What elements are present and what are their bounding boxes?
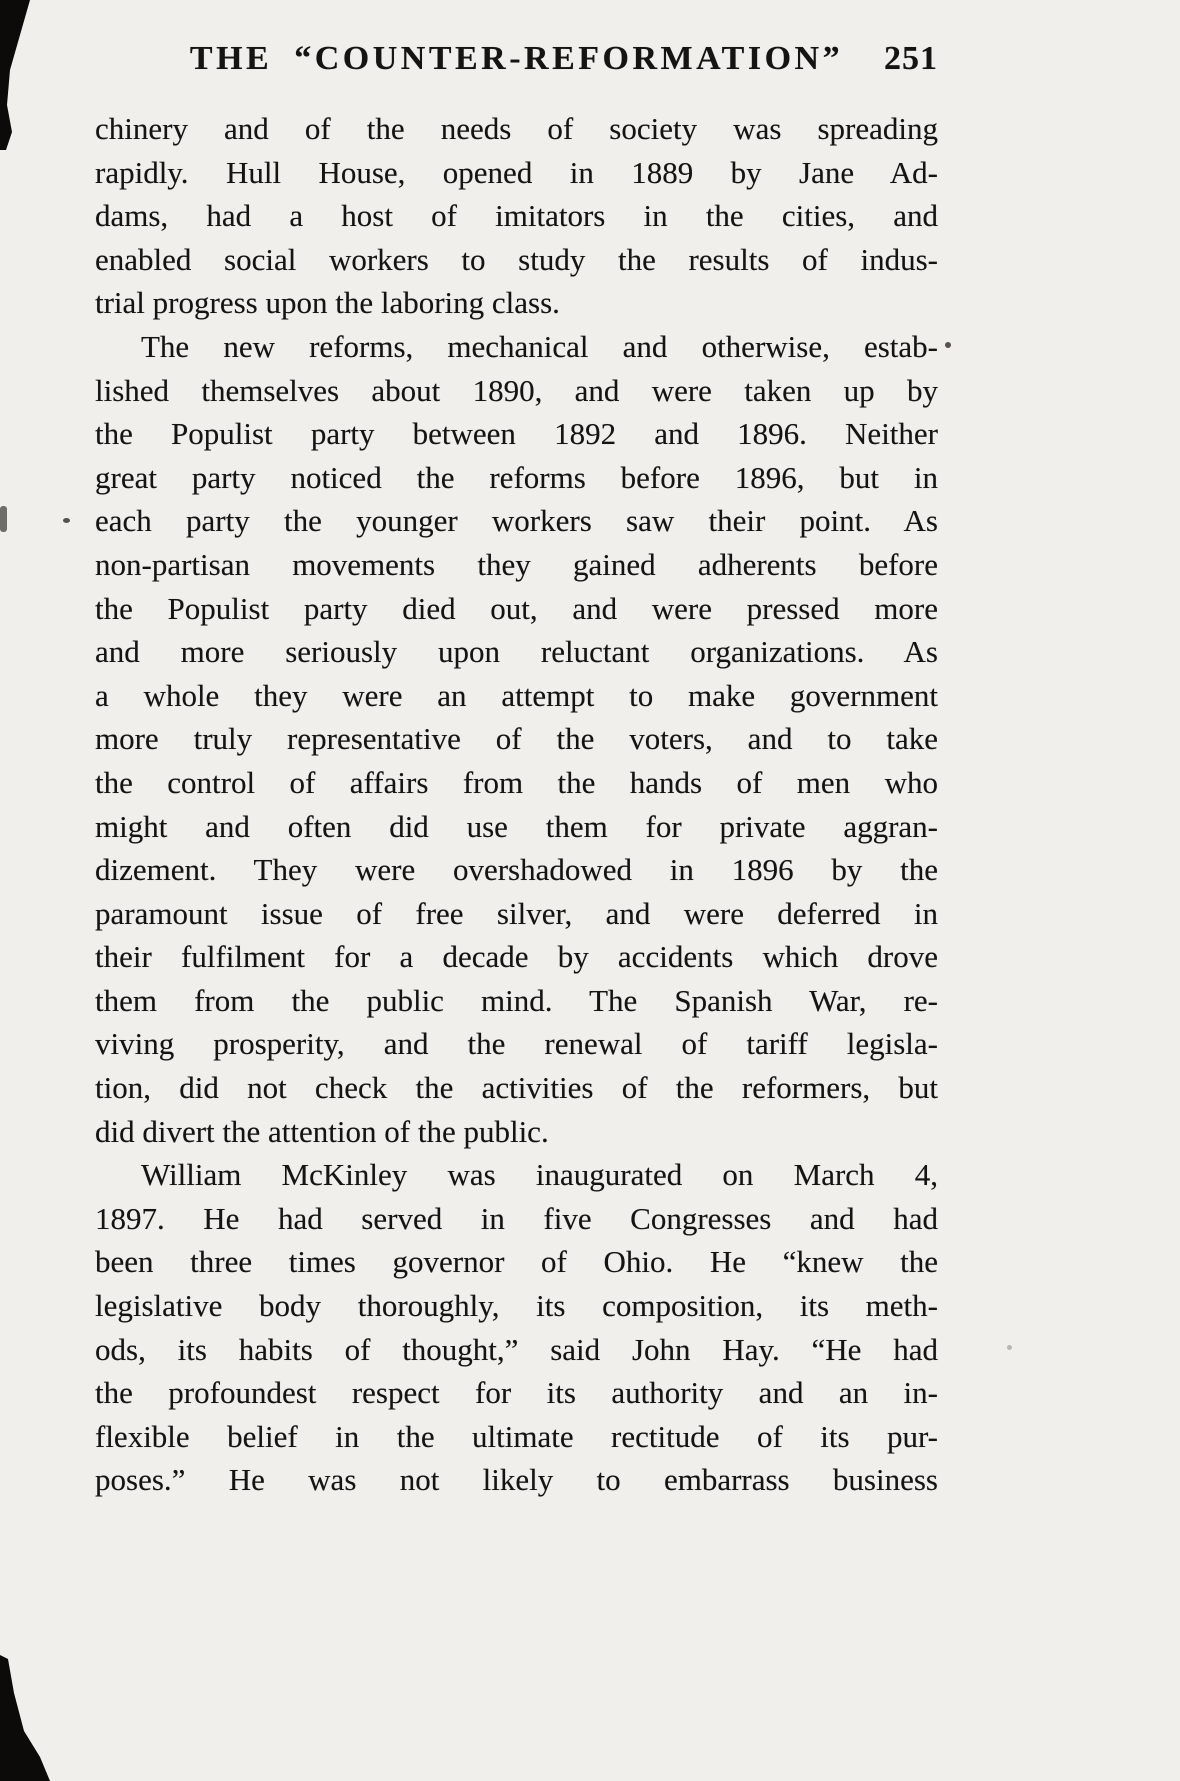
- text-line: viving prosperity, and the renewal of tariff legisla-: [95, 1026, 938, 1062]
- text-line: more truly representative of the voters, and to take: [95, 721, 938, 757]
- text-line: William McKinley was inaugurated on March 4,: [141, 1157, 938, 1193]
- paragraph: [95, 325, 938, 1153]
- text-line: tion, did not check the activities of the reformers, but: [95, 1070, 938, 1106]
- text-line: chinery and of the needs of society was spreading: [95, 111, 938, 146]
- text-line: great party noticed the reforms before 1896, but in: [95, 459, 938, 495]
- text-line: 1897. He had served in five Congresses and had: [95, 1200, 938, 1236]
- text-line: a whole they were an attempt to make government: [95, 677, 938, 713]
- text-line: them from the public mind. The Spanish War, re-: [95, 982, 938, 1018]
- scan-artifact-top-left: [0, 0, 36, 150]
- text-line: dizement. They were overshadowed in 1896 by the: [95, 852, 938, 888]
- text-line: dams, had a host of imitators in the cities, and: [95, 198, 938, 234]
- scan-speck: [63, 518, 70, 523]
- page-content: [95, 40, 938, 1502]
- text-line: trial progress upon the laboring class.: [95, 285, 560, 321]
- text-line: flexible belief in the ultimate rectitude of its pur-: [95, 1418, 938, 1454]
- text-line: and more seriously upon reluctant organizations. As: [95, 634, 938, 670]
- text-line: rapidly. Hull House, opened in 1889 by Jane Ad-: [95, 154, 938, 190]
- page-number: 251: [884, 40, 938, 77]
- page-header: [95, 40, 938, 92]
- scan-speck: [1007, 1345, 1012, 1350]
- text-line: non-partisan movements they gained adherents before: [95, 546, 938, 582]
- scan-speck: [945, 342, 951, 348]
- text-line: poses.” He was not likely to embarrass business: [95, 1462, 938, 1498]
- text-line: the Populist party between 1892 and 1896. Neither: [95, 416, 938, 452]
- text-line: might and often did use them for private aggran-: [95, 808, 938, 844]
- scan-artifact-bottom-left: [0, 1645, 50, 1781]
- text-line: enabled social workers to study the results of indus-: [95, 241, 938, 277]
- text-line: the profoundest respect for its authority and an in-: [95, 1375, 938, 1411]
- text-line: legislative body thoroughly, its composition, its meth-: [95, 1288, 938, 1324]
- text-line: paramount issue of free silver, and were deferred in: [95, 895, 938, 931]
- paragraph: [95, 107, 938, 325]
- text-line: the Populist party died out, and were pressed more: [95, 590, 938, 626]
- text-line: each party the younger workers saw their point. As: [95, 503, 938, 539]
- text-line: their fulfilment for a decade by accidents which drove: [95, 939, 938, 975]
- text-line: did divert the attention of the public.: [95, 1113, 549, 1149]
- running-title: THE “COUNTER-REFORMATION”: [189, 40, 844, 77]
- text-line: been three times governor of Ohio. He “knew the: [95, 1244, 938, 1280]
- text-line: the control of affairs from the hands of men who: [95, 764, 938, 800]
- paragraph: [95, 1153, 938, 1502]
- text-block: [95, 107, 938, 1502]
- text-line: ods, its habits of thought,” said John Hay. “He had: [95, 1331, 938, 1367]
- scan-artifact-left-edge: [0, 506, 7, 532]
- text-line: lished themselves about 1890, and were taken up by: [95, 372, 938, 408]
- text-line: The new reforms, mechanical and otherwise, estab-: [141, 328, 938, 364]
